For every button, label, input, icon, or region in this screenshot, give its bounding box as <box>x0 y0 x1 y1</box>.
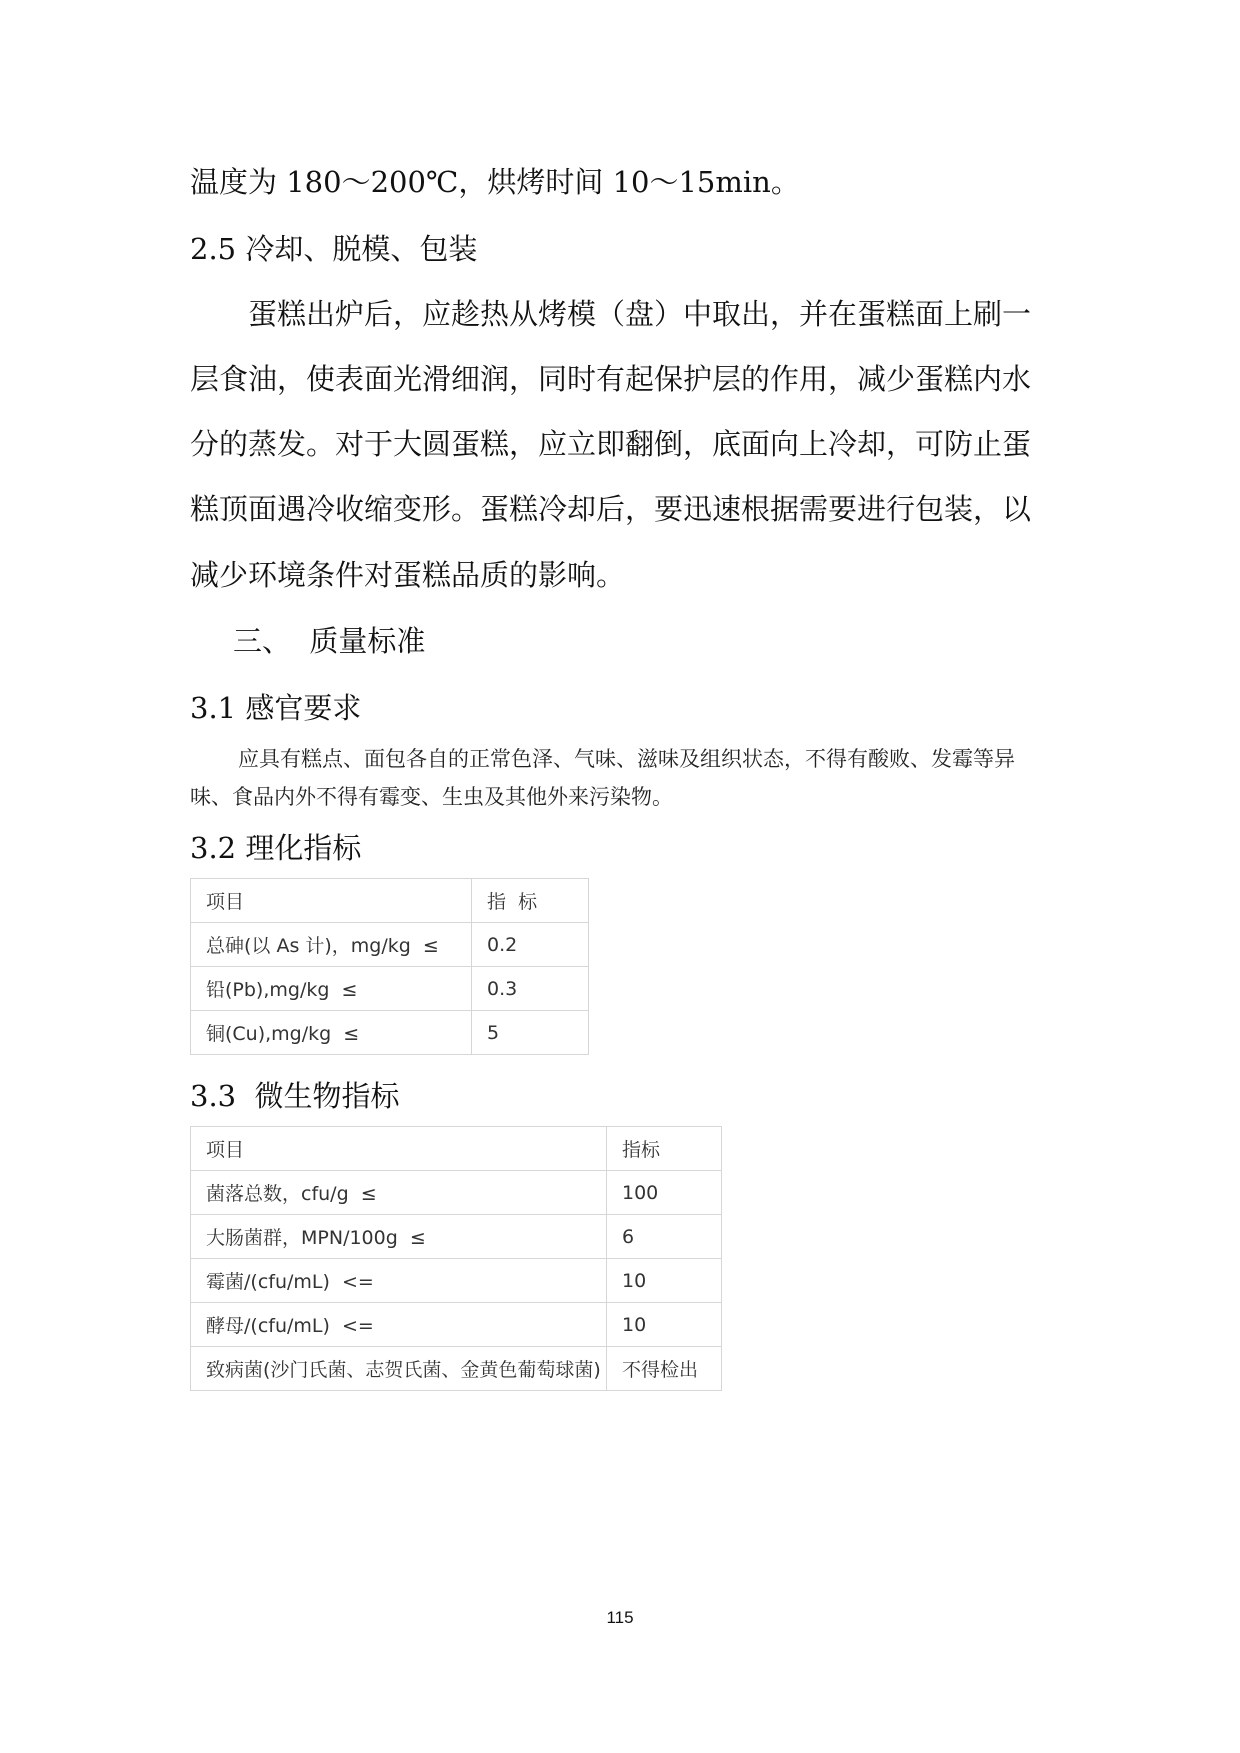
table-row <box>191 1303 722 1347</box>
table-cell: 10 <box>607 1259 722 1303</box>
table-cell: 大肠菌群，MPN/100g ≤ <box>191 1215 607 1259</box>
paragraph-line: 温度为 180～200℃，烘烤时间 10～15min。 <box>190 165 800 199</box>
table-cell: 6 <box>607 1215 722 1259</box>
table-cell: 铅(Pb),mg/kg ≤ <box>191 967 472 1011</box>
physicochemical-table <box>190 878 589 1055</box>
table-cell: 5 <box>472 1011 589 1055</box>
table-cell: 酵母/(cfu/mL) <= <box>191 1303 607 1347</box>
section-heading-3-2: 3.2 理化指标 <box>190 831 362 865</box>
table-cell: 0.3 <box>472 967 589 1011</box>
table-cell: 100 <box>607 1171 722 1215</box>
table-cell: 致病菌(沙门氏菌、志贺氏菌、金黄色葡萄球菌) <box>191 1347 607 1391</box>
paragraph-line: 糕顶面遇冷收缩变形。蛋糕冷却后，要迅速根据需要进行包装，以 <box>190 492 1032 526</box>
section-heading-2-5: 2.5 冷却、脱模、包装 <box>190 232 478 266</box>
table-header-cell: 项目 <box>191 879 472 923</box>
table-row <box>191 1347 722 1391</box>
table-row <box>191 1011 589 1055</box>
table-header-cell: 项目 <box>191 1127 607 1171</box>
microbiological-table <box>190 1126 722 1391</box>
table-row <box>191 1171 722 1215</box>
table-cell: 菌落总数，cfu/g ≤ <box>191 1171 607 1215</box>
table-cell: 铜(Cu),mg/kg ≤ <box>191 1011 472 1055</box>
table-row <box>191 1259 722 1303</box>
table-cell: 10 <box>607 1303 722 1347</box>
section-heading-3-1: 3.1 感官要求 <box>190 691 362 725</box>
paragraph-line: 应具有糕点、面包各自的正常色泽、气味、滋味及组织状态，不得有酸败、发霉等异 <box>238 747 1015 771</box>
paragraph-line: 减少环境条件对蛋糕品质的影响。 <box>190 558 626 592</box>
paragraph-line: 蛋糕出炉后，应趁热从烤模（盘）中取出，并在蛋糕面上刷一 <box>248 297 1032 331</box>
page-number: 115 <box>606 1608 634 1627</box>
table-cell: 总砷(以 As 计)，mg/kg ≤ <box>191 923 472 967</box>
table-header-cell: 指标 <box>607 1127 722 1171</box>
table-row <box>191 923 589 967</box>
table-row <box>191 967 589 1011</box>
table-row <box>191 1215 722 1259</box>
table-cell: 0.2 <box>472 923 589 967</box>
paragraph-line: 层食油，使表面光滑细润，同时有起保护层的作用，减少蛋糕内水 <box>190 362 1032 396</box>
paragraph-line: 分的蒸发。对于大圆蛋糕，应立即翻倒，底面向上冷却，可防止蛋 <box>190 427 1032 461</box>
chapter-heading-quality-standard: 三、 质量标准 <box>233 624 426 658</box>
table-header-row <box>191 1127 722 1171</box>
table-header-cell: 指 标 <box>472 879 589 923</box>
section-heading-3-3: 3.3 微生物指标 <box>190 1079 400 1113</box>
paragraph-line: 味、食品内外不得有霉变、生虫及其他外来污染物。 <box>190 785 673 809</box>
table-cell: 霉菌/(cfu/mL) <= <box>191 1259 607 1303</box>
table-header-row <box>191 879 589 923</box>
table-cell: 不得检出 <box>607 1347 722 1391</box>
